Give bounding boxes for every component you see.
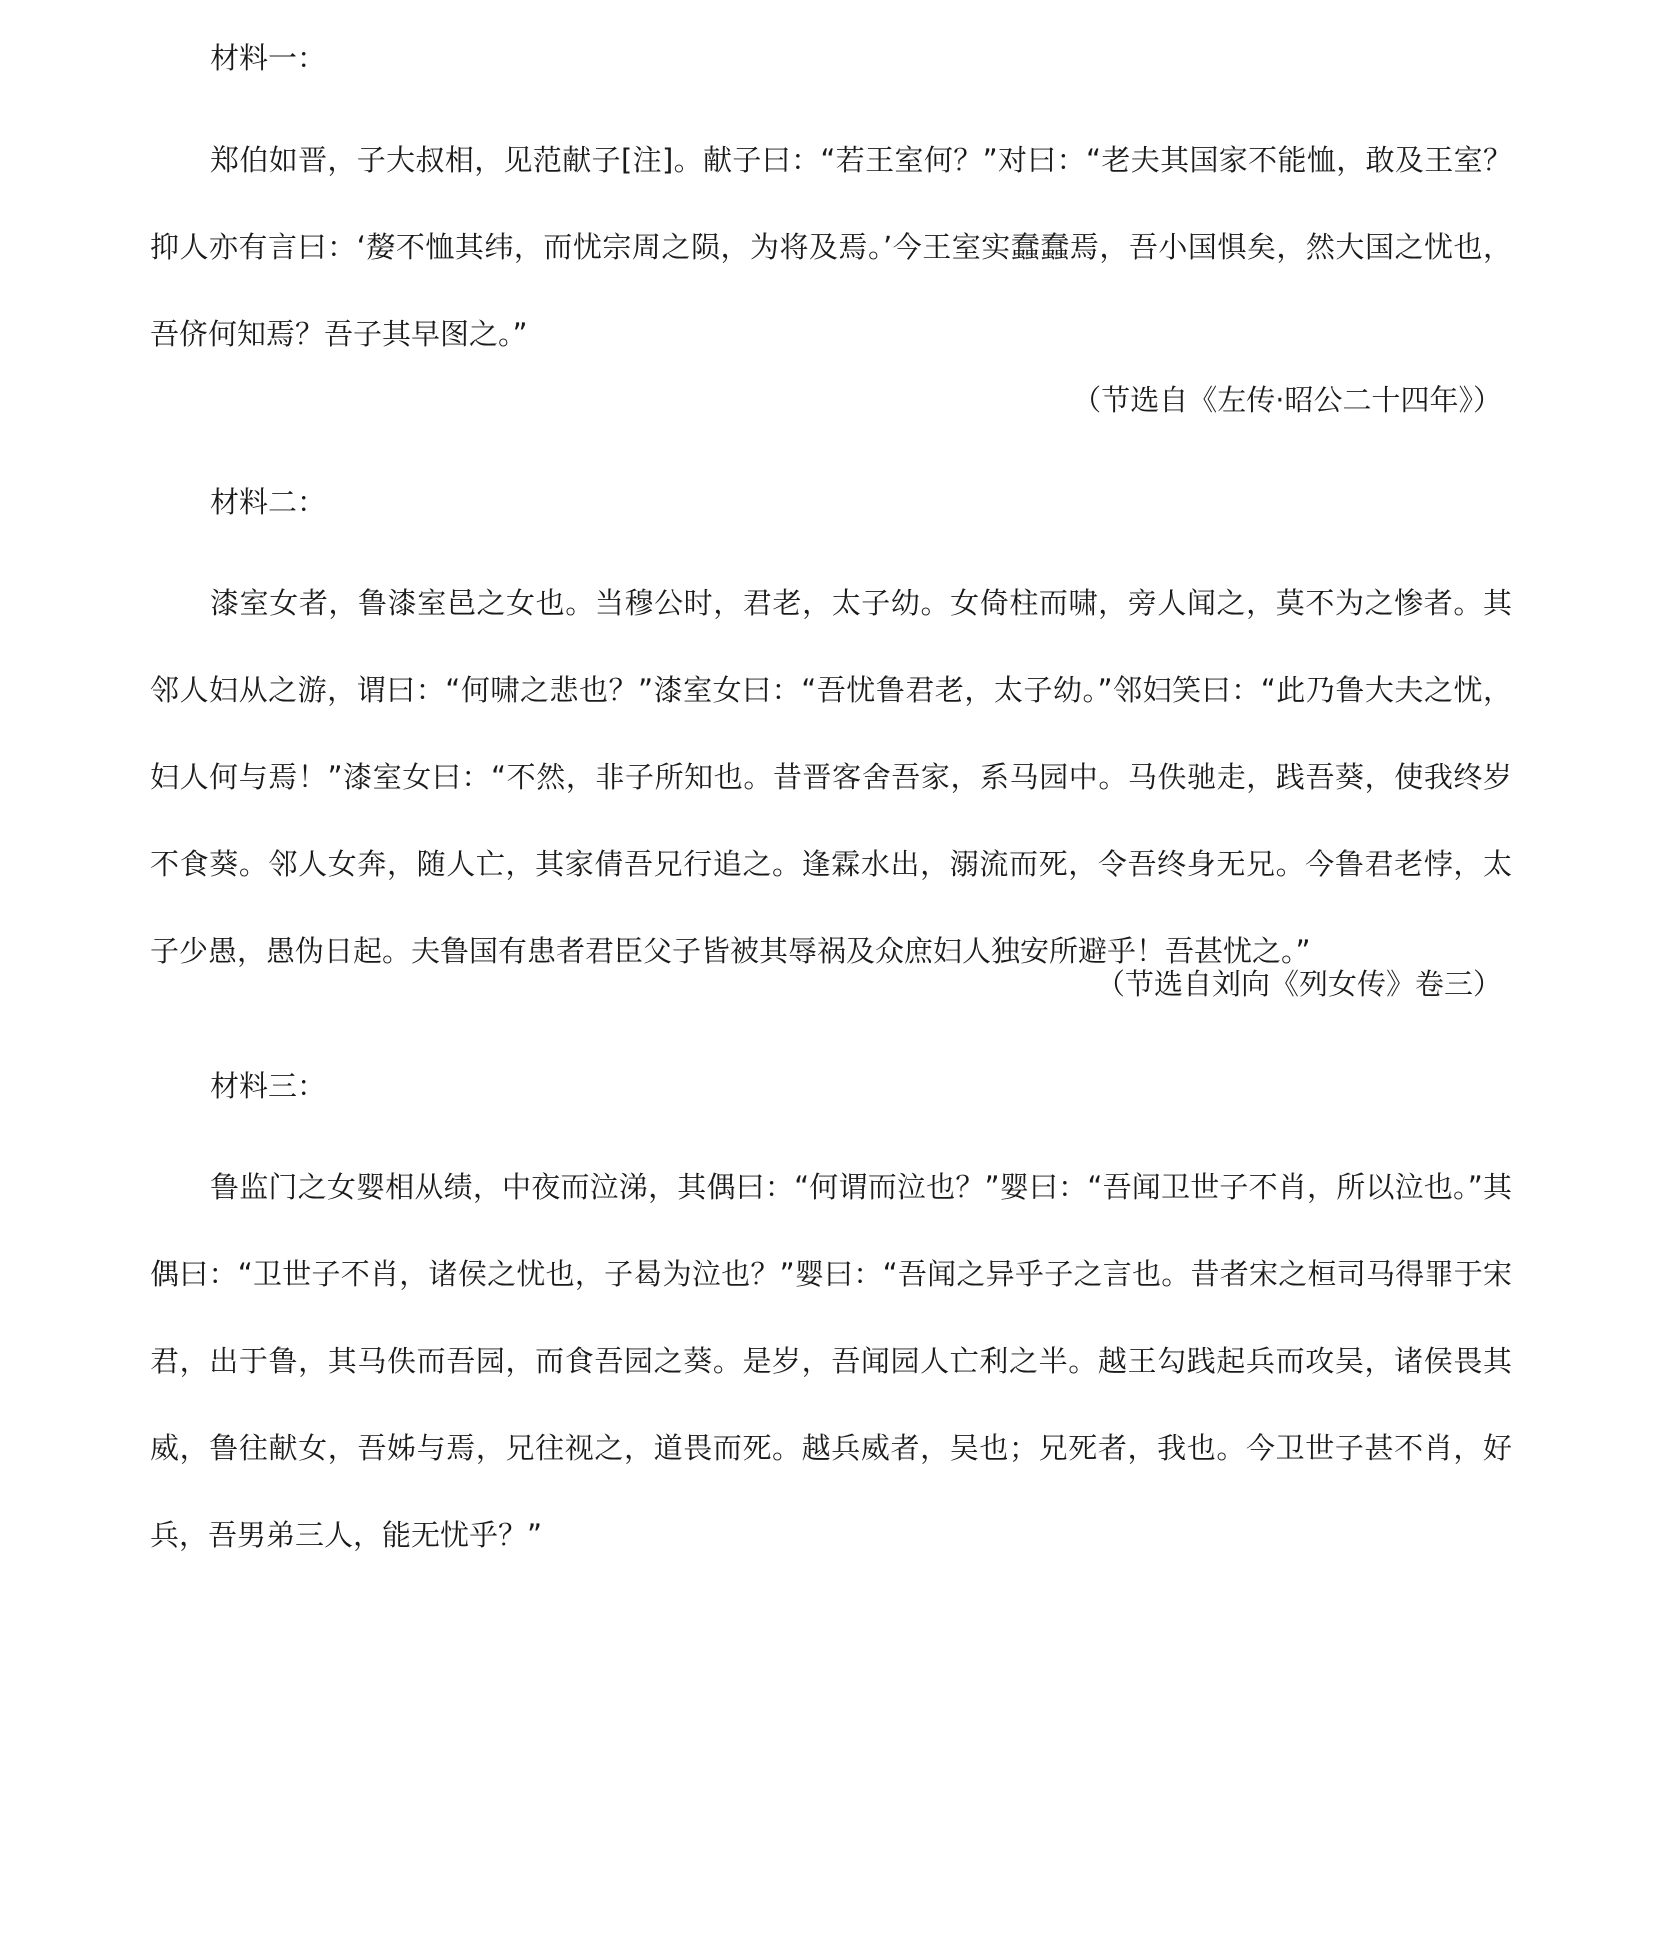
material-1-text: 郑伯如晋，子大叔相，见范献子[注]。献子曰：“若王室何？”对曰：“老夫其国家不能恤，敢及王室？抑人亦有言曰：‘嫠不恤其纬，而忧宗周之陨，为将及焉。’今王室实蠢蠢焉，吾小国惧矣，然大国之忧也，吾侪何知焉？吾子其早图之。” — [150, 143, 1512, 351]
material-1-source: （节选自《左传·昭公二十四年》） — [1072, 383, 1502, 417]
material-2-source: （节选自刘向《列女传》卷三） — [1095, 967, 1502, 1001]
material-3-text: 鲁监门之女婴相从绩，中夜而泣涕，其偶曰：“何谓而泣也？”婴曰：“吾闻卫世子不肖，所以泣也。”其偶曰：“卫世子不肖，诸侯之忧也，子曷为泣也？”婴曰：“吾闻之异乎子之言也。昔者宋之桓司马得罪于宋君，出于鲁，其马佚而吾园，而食吾园之葵。是岁，吾闻园人亡利之半。越王勾践起兵而攻吴，诸侯畏其威，鲁往献女，吾姊与焉，兄往视之，道畏而死。越兵威者，吴也；兄死者，我也。今卫世子甚不肖，好兵，吾男弟三人，能无忧乎？” — [150, 1170, 1512, 1552]
material-1-label: 材料一： — [210, 41, 327, 75]
material-2-label: 材料二： — [210, 485, 327, 519]
material-3-label: 材料三： — [210, 1069, 327, 1103]
material-2-text: 漆室女者，鲁漆室邑之女也。当穆公时，君老，太子幼。女倚柱而啸，旁人闻之，莫不为之惨者。其邻人妇从之游，谓曰：“何啸之悲也？”漆室女曰：“吾忧鲁君老，太子幼。”邻妇笑曰：“此乃鲁大夫之忧，妇人何与焉！”漆室女曰：“不然，非子所知也。昔晋客舍吾家，系马园中。马佚驰走，践吾葵，使我终岁不食葵。邻人女奔，随人亡，其家倩吾兄行追之。逢霖水出，溺流而死，令吾终身无兄。今鲁君老悖，太子少愚，愚伪日起。夫鲁国有患者君臣父子皆被其辱祸及众庶妇人独安所避乎！吾甚忧之。” — [150, 586, 1512, 968]
